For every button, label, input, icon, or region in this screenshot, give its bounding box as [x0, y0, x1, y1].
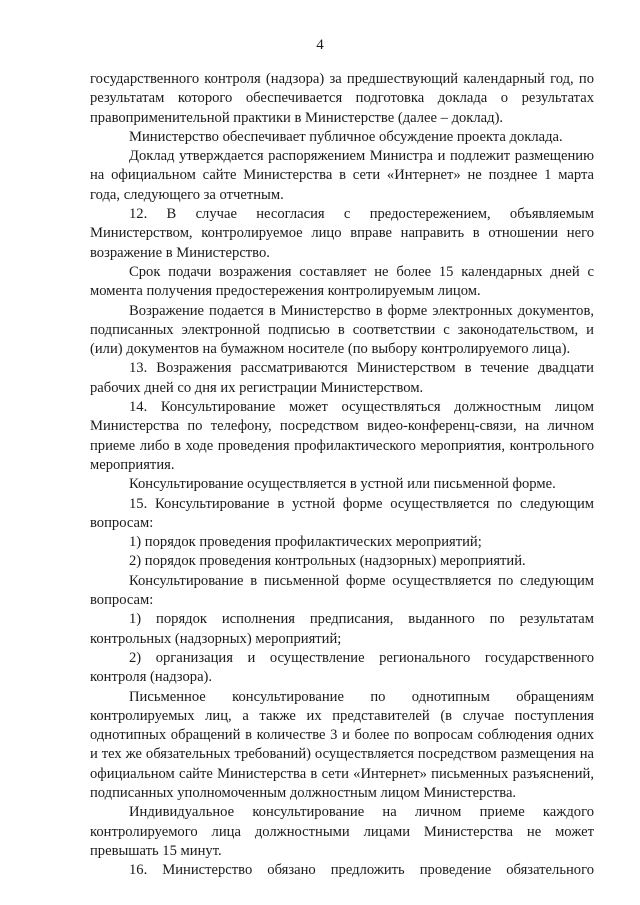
paragraph: Индивидуальное консультирование на личном приеме каждого контролируемого лица должностными лицами Министерства не может превышать 15 минут.	[90, 804, 594, 859]
paragraph: 1) порядок исполнения предписания, выданного по результатам контрольных (надзорных) мероприятий;	[90, 611, 594, 647]
paragraph: Министерство обеспечивает публичное обсуждение проекта доклада.	[129, 128, 563, 145]
paragraph: Доклад утверждается распоряжением Министра и подлежит размещению на официальном сайте Министерства в сети «Интернет» не позднее 1 марта года, следующего за отчетным.	[90, 148, 594, 203]
paragraph: Консультирование осуществляется в устной или письменной форме.	[129, 476, 556, 493]
paragraph: 15. Консультирование в устной форме осуществляется по следующим вопросам:	[90, 495, 594, 531]
paragraph: государственного контроля (надзора) за предшествующий календарный год, по результатам которого обеспечивается подготовка доклада о результатах правоприменительной практики в Министерстве (далее – доклад).	[90, 71, 594, 126]
paragraph: 14. Консультирование может осуществляться должностным лицом Министерства по телефону, посредством видео-конференц-связи, на личном приеме либо в ходе проведения профилактического мероприятия, контрольного мероприятия.	[90, 399, 594, 473]
paragraph: 2) порядок проведения контрольных (надзорных) мероприятий.	[129, 553, 526, 570]
paragraph: Письменное консультирование по однотипным обращениям контролируемых лиц, а также их представителей (в случае поступления однотипных обращений в количестве 3 и более по вопросам соблюдения одних и тех же обязательных требований) осуществляется посредством размещения на официальном сайте Министерства в сети «Интернет» письменных разъяснений, подписанных уполномоченным должностным лицом Министерства.	[90, 688, 594, 801]
paragraph: Срок подачи возражения составляет не более 15 календарных дней с момента получения предостережения контролируемым лицом.	[90, 263, 594, 300]
document-body	[90, 70, 594, 880]
paragraph: Возражение подается в Министерство в форме электронных документов, подписанных электронной подписью в соответствии с законодательством, и (или) документов на бумажном носителе (по выбору контролируемого лица).	[90, 302, 594, 358]
paragraph: 1) порядок проведения профилактических мероприятий;	[129, 534, 482, 551]
paragraph: Консультирование в письменной форме осуществляется по следующим вопросам:	[90, 572, 594, 609]
paragraph: 13. Возражения рассматриваются Министерством в течение двадцати рабочих дней со дня их регистрации Министерством.	[90, 360, 594, 396]
paragraph: 12. В случае несогласия с предостережением, объявляемым Министерством, контролируемое лицо вправе направить в отношении него возражение в Министерство.	[90, 206, 594, 261]
paragraph: 2) организация и осуществление регионального государственного контроля (надзора).	[90, 649, 594, 686]
paragraph: 16. Министерство обязано предложить проведение обязательного	[129, 862, 594, 879]
page-number: 4	[316, 37, 324, 53]
